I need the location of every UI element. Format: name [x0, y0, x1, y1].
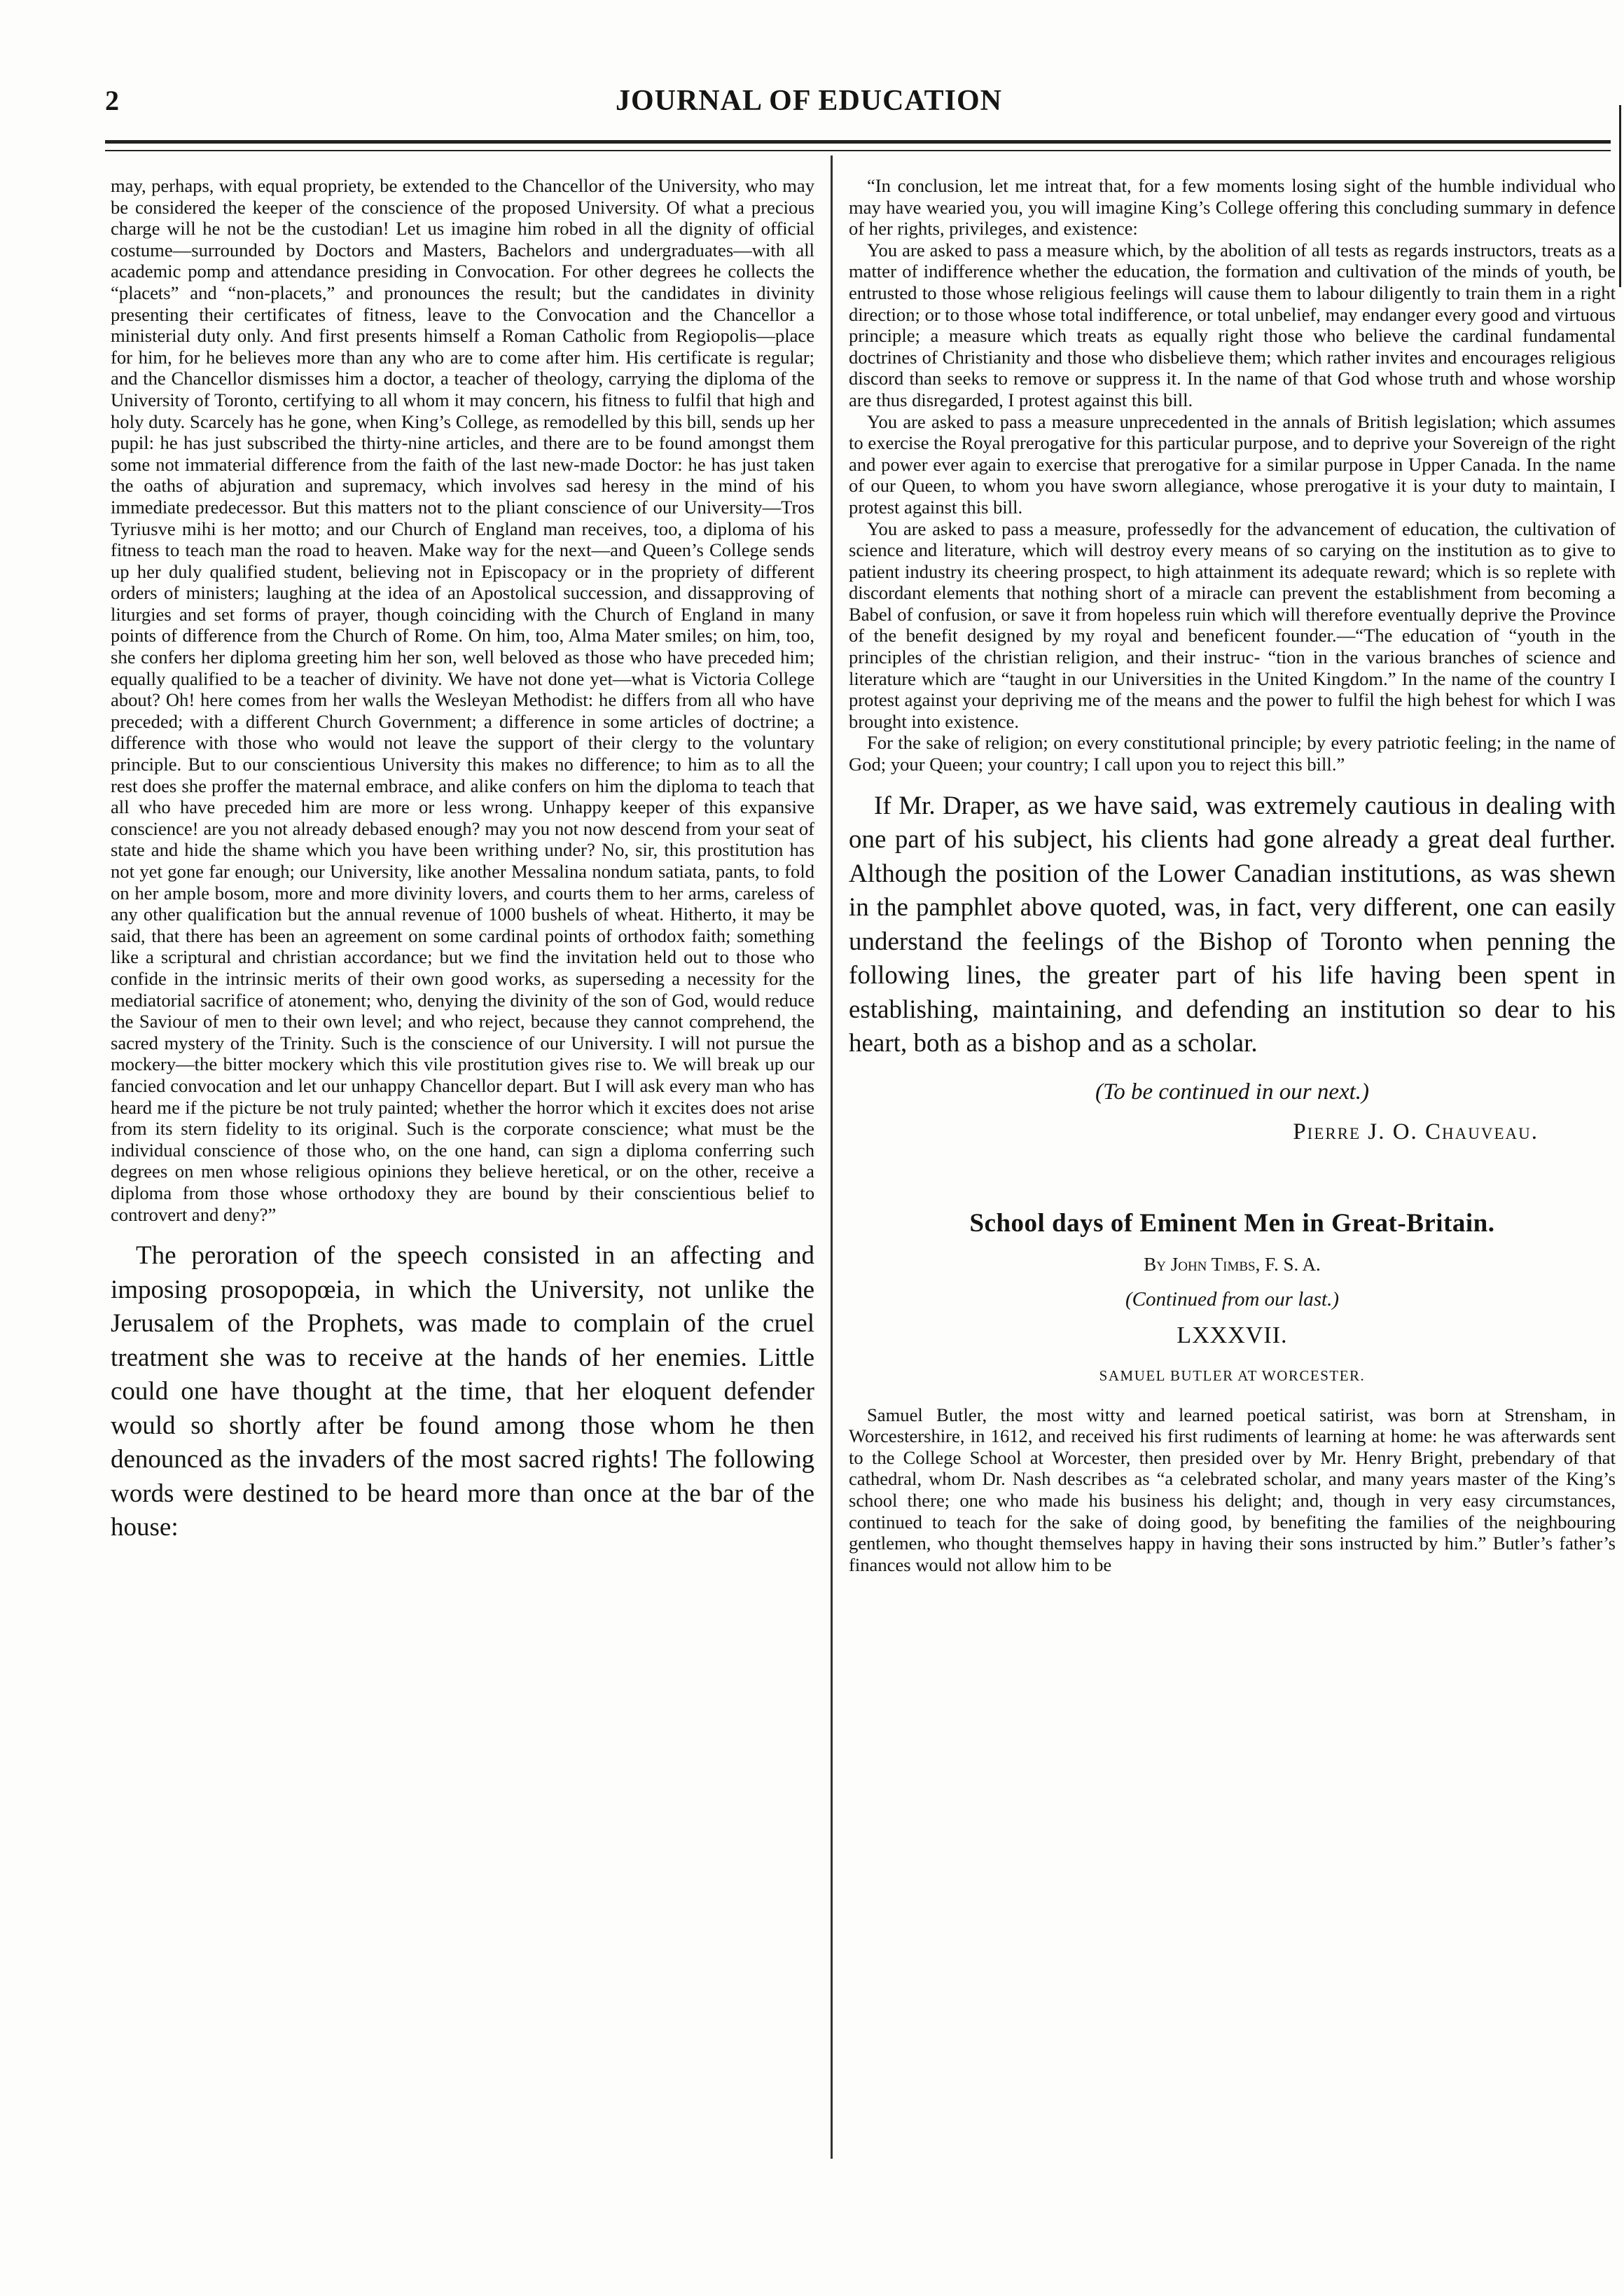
page-header	[105, 84, 1513, 126]
journal-title: JOURNAL OF EDUCATION	[615, 85, 1003, 117]
draper-paragraph: If Mr. Draper, as we have said, was extremely cautious in dealing with one part of his subject, his clients had gone already a great deal further. Although the position of the Lower Canadian institutions, as was shewn in the pamphlet above quoted, was, in fact, very different, one can easily understand the feelings of the Bishop of Toronto when penning the following lines, the greater part of his life having been spent in establishing, maintaining, and defending an institution so dear to his heart, both as a bishop and as a scholar.	[849, 791, 1616, 1058]
quote-paragraph-1: “In conclusion, let me intreat that, for a few moments losing sight of the humble individual who may have wearied you, you will imagine King’s College offering this concluding summary in defence of her rights, privileges, and existence:	[849, 175, 1616, 240]
speech-continuation-paragraph: may, perhaps, with equal propriety, be extended to the Chancellor of the University, who may be considered the keeper of the conscience of the proposed University. Of what a precious charge will he not be the custodian! Let us imagine him robed in all the dignity of official costume—surrounded by Doctors and Masters, Bachelors and undergraduates—with all academic pomp and attendance presiding in Convocation. For other degrees he collects the “placets” and “non-placets,” and pronounces the result; but the candidates in divinity presenting their certificates of fitness, leave to the Convocation and the Chancellor a ministerial duty only. And first presents himself a Roman Catholic from Regiopolis—place for him, for he believes more than any who are to come after him. His certificate is regular; and the Chancellor dismisses him a doctor, a teacher of theology, carrying the diploma of the University of Toronto, certifying to all whom it may concern, his fitness to fulfil that high and holy duty. Scarcely has he gone, when King’s College, as remodelled by this bill, sends up her pupil: he has just subscribed the thirty-nine articles, and there are to be found amongst them some not immaterial difference from the faith of the last new-made Doctor: he has just taken the oaths of abjuration and supremacy, which involves sad heresy in the mind of his immediate predecessor. But this matters not to the pliant conscience of our University—Tros Tyriusve mihi is her motto; and our Church of England man receives, too, a diploma of his fitness to teach man the road to heaven. Make way for the next—and Queen’s College sends up her duly qualified student, believing not in Episcopacy or in the propriety of different orders of ministers; laughing at the idea of an Apostolical succession, and dissapproving of liturgies and set forms of prayer, though coinciding with the Church of England in many points of difference from the Church of Rome. On him, too, Alma Mater smiles; on him, too, she confers her diploma greeting him her son, well beloved as those who have preceded him; equally qualified to be a teacher of divinity. We have not done yet—what is Victoria College about? Oh! here comes from her walls the Wesleyan Methodist: he differs from all who have preceded; with a different Church Government; a difference in some articles of doctrine; a difference with those who would not leave the support of their clergy to the voluntary principle. But to our conscientious University this makes no difference; to him as to all the rest does she proffer the maternal embrace, and alike confers on him the diploma to teach that all who have preceded him are more or less wrong. Unhappy keeper of this expansive conscience! are you not already debased enough? may you not now descend from your seat of state and hide the shame which you have been writhing under? No, sir, this prostitution has not yet gone far enough; our University, like another Messalina nondum satiata, pants, to fold on her ample bosom, more and more divinity lovers, and courts them to her arms, careless of any other qualification but the annual revenue of 1000 bushels of wheat. Hitherto, it may be said, that there has been an agreement on some cardinal points of orthodox faith; something like a scriptural and christian accordance; but we find the invitation held out to those who confide in the intrinsic merits of their own good works, as superseding a necessity for the mediatorial sacrifice of atonement; who, denying the divinity of the son of God, would reduce the Saviour of men to their own level; and who reject, because they cannot comprehend, the sacred mystery of the Trinity. Such is the conscience of our University. I will not pursue the mockery—the bitter mockery which this vile prostitution gives rise to. We will break up our fancied convocation and let our unhappy Chancellor depart. But I will ask every man who has heard me if the picture be not truly painted; whether the horror which it excites does not arise from its stern fidelity to its original. Such is the corporate conscience; what must be the individual conscience of those who, on the one hand, can sign a diploma conferring such degrees on men whose religious opinions they believe heretical, or on the other, receive a diploma from those whose orthodoxy they are bound by their conscientious belief to controvert and deny?”	[111, 175, 814, 1225]
peroration-paragraph: The peroration of the speech consisted in an affecting and imposing prosopopœia, in which the University, not unlike the Jerusalem of the Prophets, was made to complain of the cruel treatment she was to receive at the hands of her enemies. Little could one have thought at the time, that her eloquent defender would so shortly after be found among those whom he then denounced as the invaders of the most sacred rights! The following words were destined to be heard more than once at the bar of the house:	[111, 1241, 814, 1542]
chapter-number: LXXXVII.	[1177, 1322, 1288, 1348]
butler-paragraph: Samuel Butler, the most witty and learned poetical satirist, was born at Strensham, in Worcestershire, in 1612, and received his first rudiments of learning at home: he was afterwards sent to the College School at Worcester, then presided over by Mr. Henry Bright, prebendary of that cathedral, whom Dr. Nash describes as “a celebrated scholar, and many years master of the King’s school there; one who made his business his delight; and, though in very easy circumstances, continued to teach for the sake of doing good, by benefiting the families of the neighbouring gentlemen, who thought themselves happy in having their sons instructed by him.” Butler’s father’s finances would not allow him to be	[849, 1404, 1616, 1575]
section-heading: School days of Eminent Men in Great-Britain.	[969, 1208, 1495, 1238]
article-subheading: SAMUEL BUTLER AT WORCESTER.	[1099, 1367, 1366, 1384]
quote-paragraph-2: You are asked to pass a measure which, by the abolition of all tests as regards instructors, treats as a matter of indifference whether the education, the formation and cultivation of the minds of youth, be entrusted to those whose religious feelings will cause them to labour diligently to train them in a right direction; or to those whose total indifference, or total unbelief, may endanger every good and virtuous principle; a measure which treats as equally right those who believe the cardinal fundamental doctrines of Christianity and those who disbelieve them; which rather invites and encourages religious discord than seeks to remove or suppress it. In the name of that God whose truth and whose worship are thus disregarded, I protest against this bill.	[849, 239, 1616, 410]
column-divider	[831, 155, 833, 2159]
left-column	[111, 175, 814, 1545]
page-number: 2	[105, 85, 119, 116]
continued-from-note: (Continued from our last.)	[1125, 1287, 1340, 1310]
header-rule-thick	[105, 140, 1611, 144]
quote-paragraph-5: For the sake of religion; on every constitutional principle; by every patriotic feeling; in the name of God; your Queen; your country; I call upon you to reject this bill.”	[849, 732, 1616, 775]
header-rule-thin	[105, 150, 1611, 151]
right-column	[849, 175, 1616, 1575]
quote-paragraph-3: You are asked to pass a measure unprecedented in the annals of British legislation; which assumes to exercise the Royal prerogative for this particular purpose, and to deprive your Sovereign of the right and power ever again to exercise that prerogative for a similar purpose in Upper Canada. In the name of our Queen, to whom you have sworn allegiance, whose prerogative it is your duty to maintain, I protest against this bill.	[849, 410, 1616, 518]
quote-paragraph-4: You are asked to pass a measure, professedly for the advancement of education, the cultivation of science and literature, which will destroy every means of so carying on the institution as to give to patient industry its cheering prospect, to high attainment its adequate reward; which is so replete with discordant elements that nothing short of a miracle can prevent the establishment from becoming a Babel of confusion, or save it from hopeless ruin which will therefore eventually deprive the Province of the benefit designed by my royal and beneficent founder.—“The education of “youth in the principles of the christian religion, and their instruc- “tion in the various branches of science and literature which are “taught in our Universities in the United Kingdom.” In the name of the country I protest against your depriving me of the means and the power to fulfil the high behest for which I was brought into existence.	[849, 518, 1616, 732]
page-edge-mark	[1619, 105, 1621, 287]
byline: By John Timbs, F. S. A.	[1144, 1253, 1321, 1275]
author-signature: Pierre J. O. Chauveau.	[1293, 1119, 1539, 1144]
to-be-continued-note: (To be continued in our next.)	[1095, 1079, 1370, 1105]
